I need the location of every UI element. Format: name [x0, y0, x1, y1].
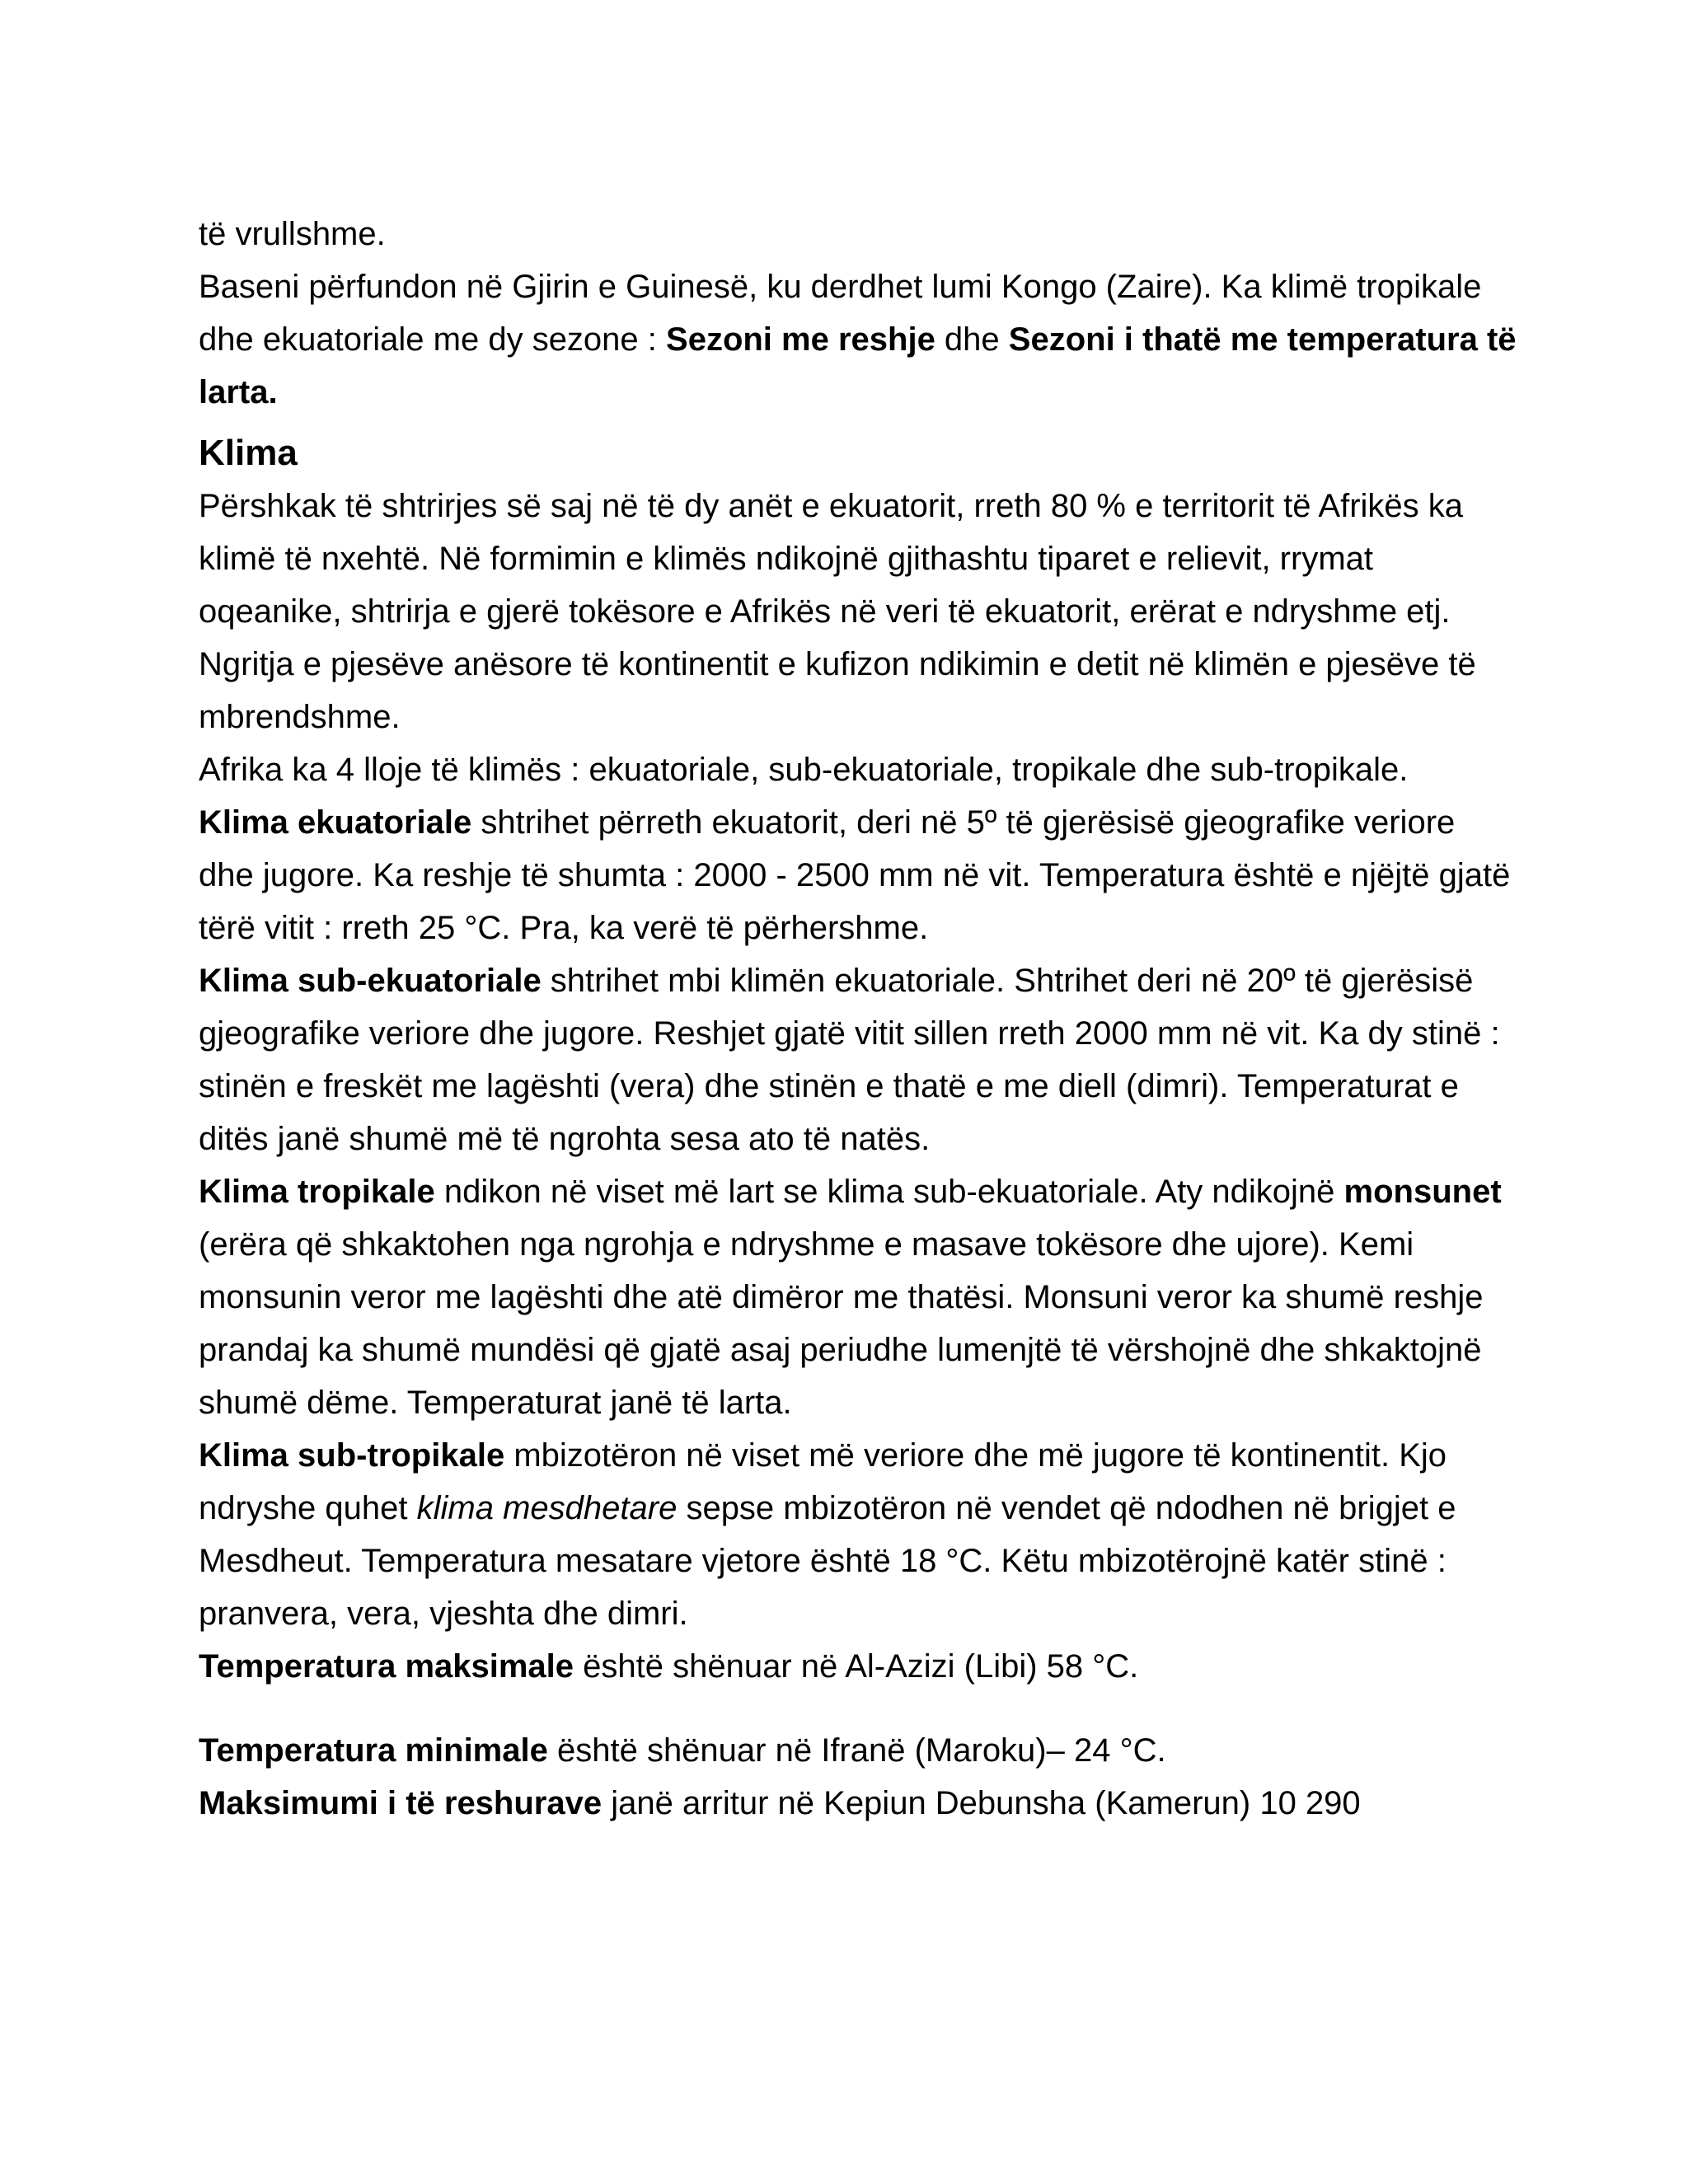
- subtropical-text-2: sepse mbizotëron në vendet që ndodhen në brigjet e Mesdheut. Temperatura mesatare vjetore është 18 °C. Këtu mbizotërojnë katër stinë : pranvera, vera, vjeshta dhe dimri.: [199, 1490, 1456, 1632]
- max-temperature-text: është shënuar në Al-Azizi (Libi) 58 °C.: [574, 1648, 1139, 1685]
- equatorial-term: Klima ekuatoriale: [199, 804, 472, 841]
- max-rainfall-text: janë arritur në Kepiun Debunsha (Kamerun) 10 290: [602, 1785, 1361, 1821]
- paragraph-basin: [199, 260, 1517, 419]
- basin-bold-rainy-season: Sezoni me reshje: [666, 321, 935, 358]
- paragraph-climate-general: [199, 480, 1517, 743]
- max-temperature-term: Temperatura maksimale: [199, 1648, 574, 1685]
- section-heading-klima: Klima: [199, 433, 298, 473]
- equatorial-text: shtrihet përreth ekuatorit, deri në 5º të gjerësisë gjeografike veriore dhe jugore. Ka reshje të shumta : 2000 - 2500 mm në vit. Temperatura është e njëjtë gjatë tërë vitit : rreth 25 °C. Pra, ka verë të përhershme.: [199, 804, 1511, 946]
- basin-text: Baseni përfundon në Gjirin e Guinesë, ku derdhet lumi Kongo (Zaire). Ka klimë tropikale dhe ekuatoriale me dy sezone :: [199, 269, 1482, 358]
- basin-bold-dry-season: Sezoni i thatë me temperatura të larta.: [199, 321, 1517, 410]
- climate-types-text: Afrika ka 4 lloje të klimës : ekuatoriale, sub-ekuatoriale, tropikale dhe sub-tropikale.: [199, 752, 1409, 788]
- paragraph-max-rainfall: [199, 1777, 1517, 1830]
- paragraph-climate-types: [199, 743, 1517, 796]
- paragraph-subequatorial: [199, 954, 1517, 1165]
- paragraph-max-temperature: [199, 1640, 1517, 1693]
- monsoon-term: monsunet: [1343, 1174, 1502, 1210]
- max-rainfall-term: Maksimumi i të reshurave: [199, 1785, 603, 1821]
- tropical-text-2: (erëra që shkaktohen nga ngrohja e ndryshme e masave tokësore dhe ujore). Kemi monsunin veror me lagështi dhe atë dimëror me thatësi. Monsuni veror ka shumë reshje prandaj ka shumë mundësi që gjatë asaj periudhe lumenjtë të vërshojnë dhe shkaktojnë shumë dëme. Temperaturat janë të larta.: [199, 1226, 1484, 1421]
- tropical-text-1: ndikon në viset më lart se klima sub-ekuatoriale. Aty ndikojnë: [434, 1174, 1344, 1210]
- document-page: [199, 208, 1517, 1830]
- paragraph-equatorial: [199, 796, 1517, 954]
- subtropical-term: Klima sub-tropikale: [199, 1437, 505, 1474]
- paragraph-subtropical: [199, 1429, 1517, 1640]
- subtropical-text-1: mbizotëron në viset më veriore dhe më jugore të kontinentit. Kjo ndryshe quhet: [199, 1437, 1447, 1526]
- mediterranean-term: klima mesdhetare: [416, 1490, 678, 1526]
- paragraph-tropical: [199, 1165, 1517, 1429]
- min-temperature-term: Temperatura minimale: [199, 1732, 548, 1769]
- intro-end-text: të vrullshme.: [199, 216, 386, 252]
- tropical-term: Klima tropikale: [199, 1174, 435, 1210]
- climate-general-text: Përshkak të shtrirjes së saj në të dy anët e ekuatorit, rreth 80 % e territorit të Afrikës ka klimë të nxehtë. Në formimin e klimës ndikojnë gjithashtu tiparet e relievit, rrymat oqeanike, shtrirja e gjerë tokësore e Afrikës në veri të ekuatorit, erërat e ndryshme etj. Ngritja e pjesëve anësore të kontinentit e kufizon ndikimin e detit në klimën e pjesëve të mbrendshme.: [199, 488, 1476, 735]
- min-temperature-text: është shënuar në Ifranë (Maroku)– 24 °C.: [547, 1732, 1166, 1769]
- subequatorial-term: Klima sub-ekuatoriale: [199, 963, 542, 999]
- subequatorial-text: shtrihet mbi klimën ekuatoriale. Shtrihet deri në 20º të gjerësisë gjeografike veriore dhe jugore. Reshjet gjatë vitit sillen rreth 2000 mm në vit. Ka dy stinë : stinën e freskët me lagështi (vera) dhe stinën e thatë e me diell (dimri). Temperaturat e ditës janë shumë më të ngrohta sesa ato të natës.: [199, 963, 1500, 1157]
- basin-mid-text: dhe: [935, 321, 1009, 358]
- paragraph-intro-end: [199, 208, 1517, 260]
- paragraph-min-temperature: [199, 1724, 1517, 1777]
